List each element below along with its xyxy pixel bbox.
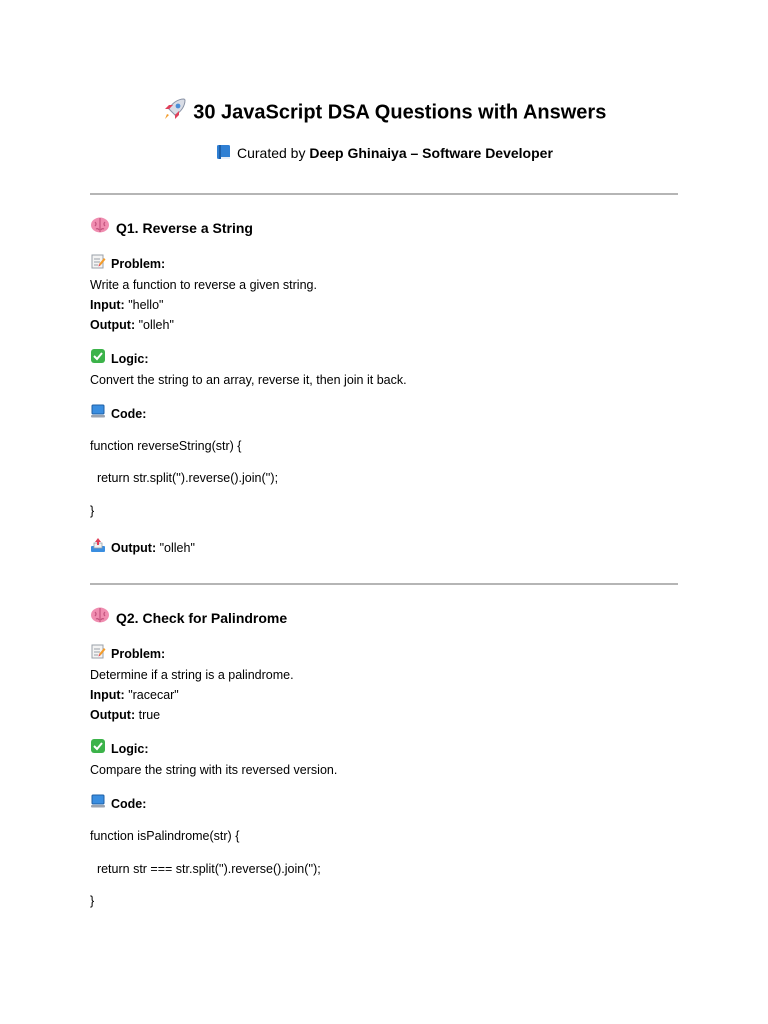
problem-label: Problem: (111, 647, 166, 661)
divider (90, 583, 678, 585)
input-value: "racecar" (124, 688, 179, 702)
document-title-row (0, 96, 768, 130)
input-value: "hello" (124, 298, 164, 312)
code-line: } (90, 504, 95, 518)
question-title: Q1. Reverse a String (116, 219, 253, 236)
problem-label: Problem: (111, 257, 166, 271)
laptop-icon (90, 403, 106, 425)
code-label: Code: (111, 407, 147, 421)
output-value: true (135, 708, 161, 722)
outbox-tray-icon (90, 537, 106, 559)
output-label: Output: (90, 318, 136, 332)
code-line: return str === str.split('').reverse().join(''); (90, 862, 321, 876)
problem-section-q1 (90, 253, 690, 335)
question-heading-q1 (90, 216, 690, 239)
result-section-q1 (90, 537, 690, 559)
logic-text: Compare the string with its reversed version. (90, 763, 338, 777)
logic-text: Convert the string to an array, reverse it, then join it back. (90, 373, 407, 387)
problem-section-q2 (90, 643, 690, 725)
check-mark-icon (90, 738, 106, 760)
check-mark-icon (90, 348, 106, 370)
output-label: Output: (90, 708, 136, 722)
divider (90, 193, 678, 195)
subtitle-row (0, 143, 768, 166)
problem-text: Determine if a string is a palindrome. (90, 668, 294, 682)
result-label: Output: (111, 541, 157, 555)
problem-text: Write a function to reverse a given string. (90, 278, 317, 292)
memo-icon (90, 253, 106, 275)
memo-icon (90, 643, 106, 665)
code-line: } (90, 894, 95, 908)
laptop-icon (90, 793, 106, 815)
logic-label: Logic: (111, 352, 149, 366)
code-line: function isPalindrome(str) { (90, 829, 240, 843)
output-value: "olleh" (135, 318, 174, 332)
result-value: "olleh" (156, 541, 195, 555)
question-heading-q2 (90, 606, 690, 629)
input-label: Input: (90, 688, 125, 702)
code-section-q1 (90, 403, 690, 425)
input-label: Input: (90, 298, 125, 312)
logic-section-q2 (90, 738, 690, 780)
brain-icon (90, 606, 110, 629)
subtitle-prefix: Curated by (236, 145, 310, 162)
rocket-icon (162, 96, 188, 130)
question-title: Q2. Check for Palindrome (116, 609, 288, 626)
logic-label: Logic: (111, 742, 149, 756)
brain-icon (90, 216, 110, 239)
code-section-q2 (90, 793, 690, 815)
logic-section-q1 (90, 348, 690, 390)
author-name: Deep Ghinaiya – Software Developer (309, 145, 553, 162)
code-line: function reverseString(str) { (90, 439, 242, 453)
code-line: return str.split('').reverse().join(''); (90, 471, 279, 485)
document-title: 30 JavaScript DSA Questions with Answers (193, 101, 607, 124)
code-label: Code: (111, 797, 147, 811)
blue-book-icon (215, 143, 233, 166)
